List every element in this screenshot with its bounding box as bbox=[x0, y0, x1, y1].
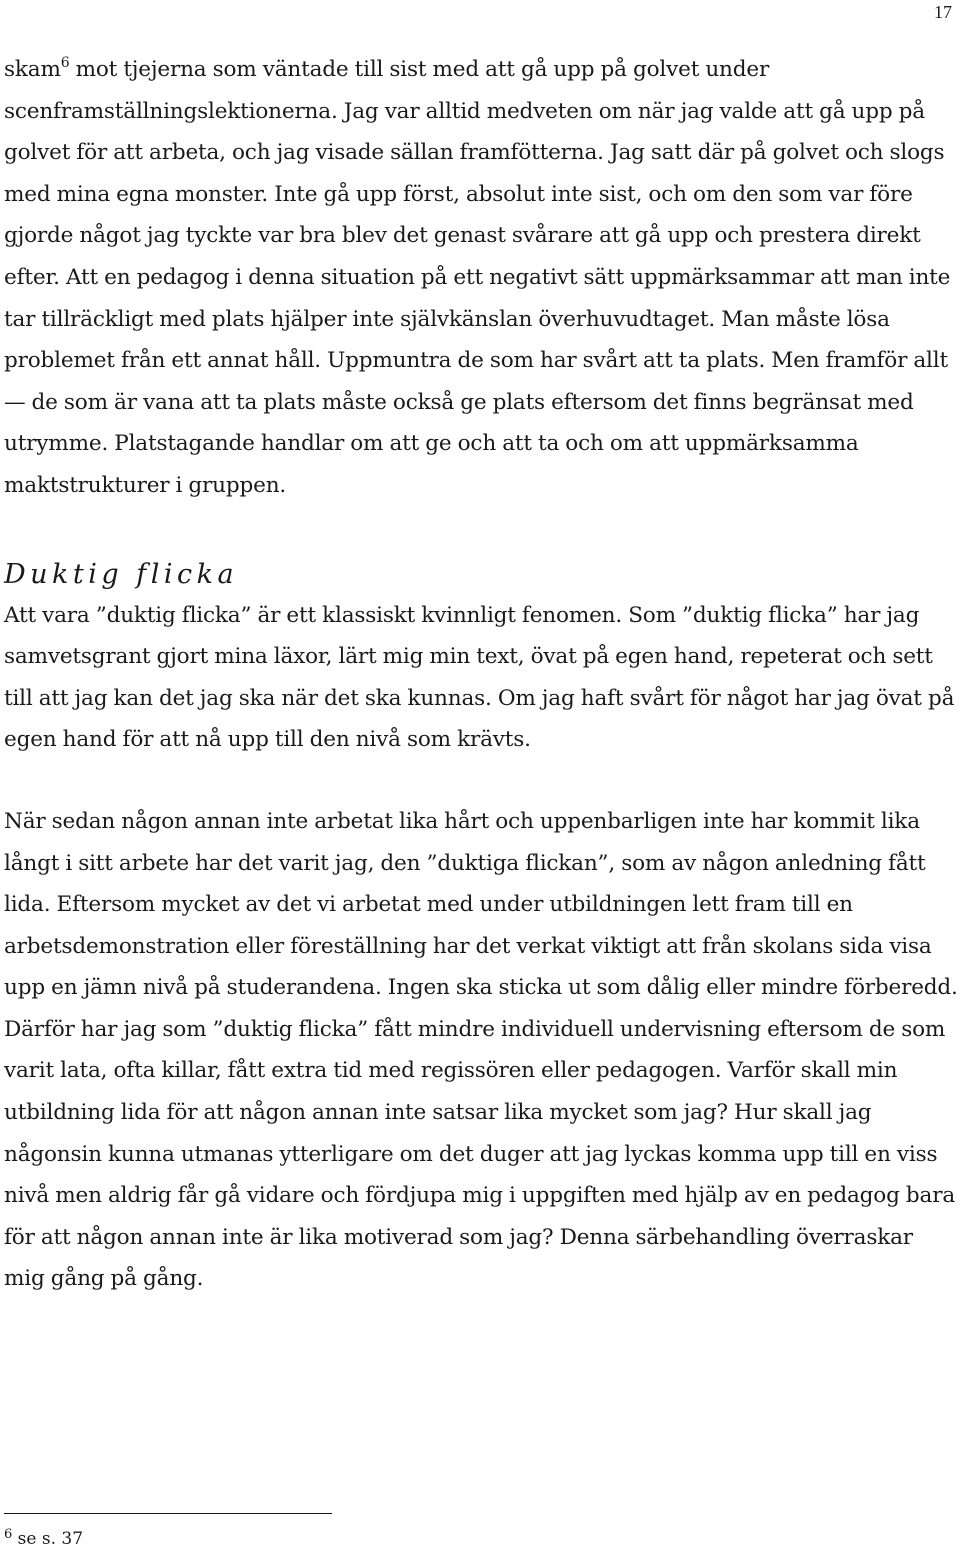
footnote-text: se s. 37 bbox=[12, 1529, 84, 1549]
paragraph-1-start: skam bbox=[4, 57, 61, 82]
paragraph-2: Att vara ”duktig flicka” är ett klassiskt kvinnligt fenomen. Som ”duktig flicka” har jag samvetsgrant gjort mina läxor, lärt mig min text, övat på egen hand, repeterat och sett till att jag kan det jag ska när det ska kunnas. Om jag haft svårt för något har jag övat på egen hand för att nå upp till den nivå som krävts. bbox=[4, 602, 955, 753]
paragraph-1 bbox=[4, 49, 958, 507]
footnote-separator bbox=[4, 1513, 332, 1514]
body-text bbox=[4, 49, 958, 1300]
section-heading: Duktig flicka bbox=[4, 558, 239, 590]
paragraph-1-text: mot tjejerna som väntade till sist med att gå upp på golvet under scenframställningslektionerna. Jag var alltid medveten om när jag valde att gå upp på golvet för att arbeta, och jag visade sällan framfötterna. Jag satt där på golvet och slogs med mina egna monster. Inte gå upp först, absolut inte sist, och om den som var före gjorde något jag tyckte var bra blev det genast svårare att gå upp och prestera direkt efter. Att en pedagog i denna situation på ett negativt sätt uppmärksammar att man inte tar tillräckligt med plats hjälper inte självkänslan överhuvudtaget. Man måste lösa problemet från ett annat håll. Uppmuntra de som har svårt att ta plats. Men framför allt — de som är vana att ta plats måste också ge plats eftersom det finns begränsat med utrymme. Platstagande handlar om att ge och att ta och om att uppmärksamma maktstrukturer i gruppen. bbox=[4, 57, 951, 498]
page-number: 17 bbox=[934, 2, 952, 22]
footnote-number: 6 bbox=[4, 1527, 13, 1542]
footnote-reference: 6 bbox=[60, 55, 70, 71]
paragraph-3: När sedan någon annan inte arbetat lika hårt och uppenbarligen inte har kommit lika långt i sitt arbete har det varit jag, den ”duktiga flickan”, som av någon anledning fått lida. Eftersom mycket av det vi arbetat med under utbildningen lett fram till en arbetsdemonstration eller föreställning har det verkat viktigt att från skolans sida visa upp en jämn nivå på studerandena. Ingen ska sticka ut som dålig eller mindre förberedd. Därför har jag som ”duktig flicka” fått mindre individuell undervisning eftersom de som varit lata, ofta killar, fått extra tid med regissören eller pedagogen. Varför skall min utbildning lida för att någon annan inte satsar lika mycket som jag? Hur skall jag någonsin kunna utmanas ytterligare om det duger att jag lyckas komma upp till en viss nivå men aldrig får gå vidare och fördjupa mig i uppgiften med hjälp av en pedagog bara för att någon annan inte är lika motiverad som jag? Denna särbehandling överraskar mig gång på gång. bbox=[4, 808, 958, 1292]
footnote bbox=[4, 1527, 83, 1551]
